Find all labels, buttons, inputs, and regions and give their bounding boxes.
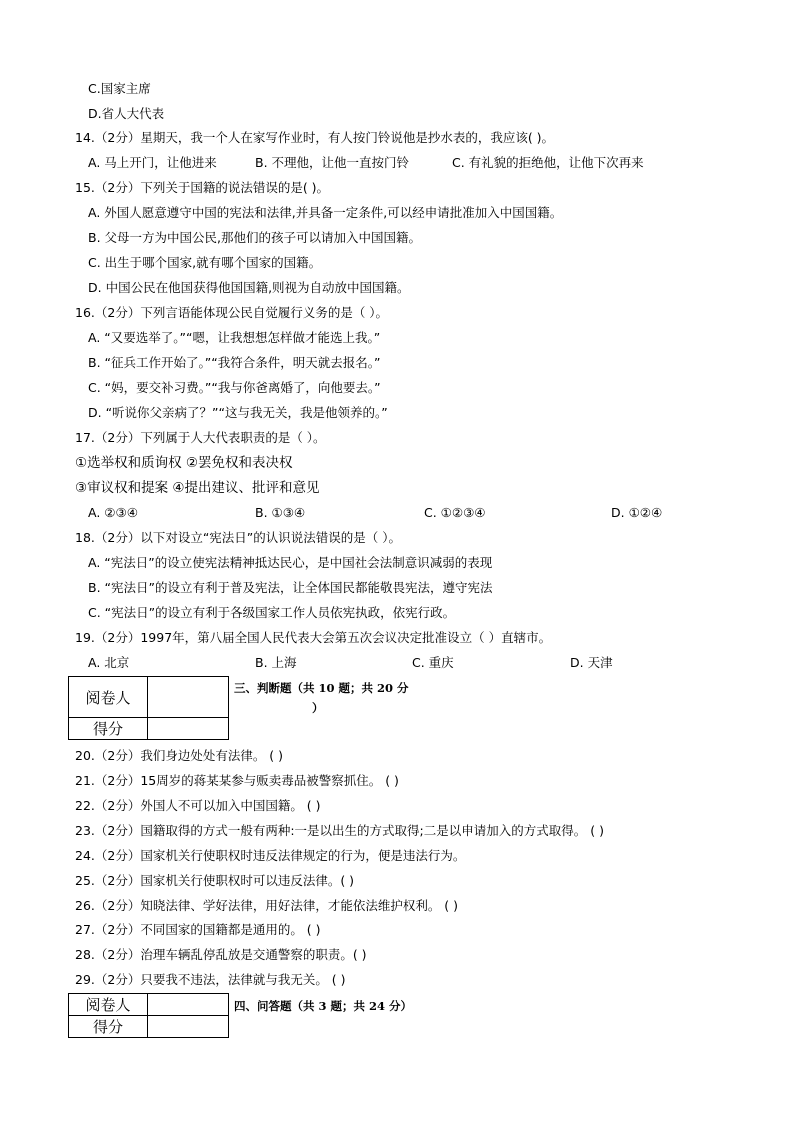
q15-option-b: B. 父母一方为中国公民,那他们的孩子可以请加入中国国籍。	[88, 230, 421, 245]
q18-option-b: B. “宪法日”的设立有利于普及宪法，让全体国民都能敬畏宪法，遵守宪法	[88, 580, 493, 595]
q16-stem: 16.（2分）下列言语能体现公民自觉履行义务的是（ ）。	[75, 305, 389, 320]
judgment-item: 28.（2分）治理车辆乱停乱放是交通警察的职责。( )	[75, 947, 367, 962]
q19-option-c: C. 重庆	[412, 655, 454, 670]
q17-option-d: D. ①②④	[611, 505, 663, 520]
judgment-item: 24.（2分）国家机关行使职权时违反法律规定的行为，便是违法行为。	[75, 848, 466, 863]
score-box-section3	[68, 676, 229, 740]
q14-option-c: C. 有礼貌的拒绝他，让他下次再来	[452, 155, 644, 170]
q15-option-a: A. 外国人愿意遵守中国的宪法和法律,并具备一定条件,可以经申请批准加入中国国籍。	[88, 205, 563, 220]
q17-stem: 17.（2分）下列属于人大代表职责的是（ ）。	[75, 430, 326, 445]
judgment-item: 20.（2分）我们身边处处有法律。 ( )	[75, 748, 284, 763]
reviewer-label: 阅卷人	[69, 994, 148, 1016]
q16-option-d: D. “听说你父亲病了？”“这与我无关，我是他领养的。”	[88, 405, 388, 420]
judgment-item: 21.（2分）15周岁的蒋某某参与贩卖毒品被警察抓住。 ( )	[75, 773, 399, 788]
q16-option-b: B. “征兵工作开始了。”“我符合条件，明天就去报名。”	[88, 355, 381, 370]
judgment-item: 29.（2分）只要我不违法，法律就与我无关。 ( )	[75, 972, 346, 987]
q13-option-d: D.省人大代表	[88, 106, 165, 121]
q18-stem: 18.（2分）以下对设立“宪法日”的认识说法错误的是（ ）。	[75, 530, 402, 545]
judgment-item: 25.（2分）国家机关行使职权时可以违反法律。( )	[75, 873, 355, 888]
q17-option-b: B. ①③④	[255, 505, 306, 520]
judgment-item: 23.（2分）国籍取得的方式一般有两种:一是以出生的方式取得;二是以申请加入的方式取得。 ( )	[75, 823, 604, 838]
judgment-item: 22.（2分）外国人不可以加入中国国籍。 ( )	[75, 798, 321, 813]
q19-option-a: A. 北京	[88, 655, 130, 670]
q16-option-a: A. “又要选举了。”“嗯，让我想想怎样做才能选上我。”	[88, 330, 381, 345]
reviewer-blank	[148, 677, 229, 718]
q19-stem: 19.（2分）1997年，第八届全国人民代表大会第五次会议决定批准设立（ ）直辖市。	[75, 630, 552, 645]
q14-option-a: A. 马上开门，让他进来	[88, 155, 217, 170]
score-box-section4	[68, 993, 229, 1038]
score-blank	[148, 1016, 229, 1038]
q17-items-2: ③审议权和提案 ④提出建议、批评和意见	[75, 480, 320, 496]
judgment-item: 26.（2分）知晓法律、学好法律，用好法律，才能依法维护权利。 ( )	[75, 898, 459, 913]
q19-option-d: D. 天津	[570, 655, 613, 670]
q17-option-a: A. ②③④	[88, 505, 138, 520]
q15-option-d: D. 中国公民在他国获得他国国籍,则视为自动放中国国籍。	[88, 280, 410, 295]
section3-title: 三、判断题（共 10 题；共 20 分	[234, 681, 409, 695]
q16-option-c: C. “妈，要交补习费。”“我与你爸离婚了，向他要去。”	[88, 380, 381, 395]
score-blank	[148, 718, 229, 740]
q14-option-b: B. 不理他，让他一直按门铃	[255, 155, 410, 170]
reviewer-blank	[148, 994, 229, 1016]
judgment-item: 27.（2分）不同国家的国籍都是通用的。 ( )	[75, 922, 321, 937]
q15-option-c: C. 出生于哪个国家,就有哪个国家的国籍。	[88, 255, 322, 270]
score-label: 得分	[69, 718, 148, 740]
q14-stem: 14.（2分）星期天，我一个人在家写作业时，有人按门铃说他是抄水表的，我应该( )。	[75, 130, 555, 145]
section4-title: 四、问答题（共 3 题；共 24 分）	[234, 999, 413, 1013]
q19-option-b: B. 上海	[255, 655, 297, 670]
q18-option-c: C. “宪法日”的设立有利于各级国家工作人员依宪执政，依宪行政。	[88, 605, 456, 620]
reviewer-label: 阅卷人	[69, 677, 148, 718]
section3-title-close: ）	[312, 701, 324, 715]
q15-stem: 15.（2分）下列关于国籍的说法错误的是( )。	[75, 180, 330, 195]
q17-items-1: ①选举权和质询权 ②罢免权和表决权	[75, 455, 293, 471]
score-label: 得分	[69, 1016, 148, 1038]
q18-option-a: A. “宪法日”的设立使宪法精神抵达民心，是中国社会法制意识减弱的表现	[88, 555, 493, 570]
q17-option-c: C. ①②③④	[424, 505, 486, 520]
q13-option-c: C.国家主席	[88, 81, 151, 96]
